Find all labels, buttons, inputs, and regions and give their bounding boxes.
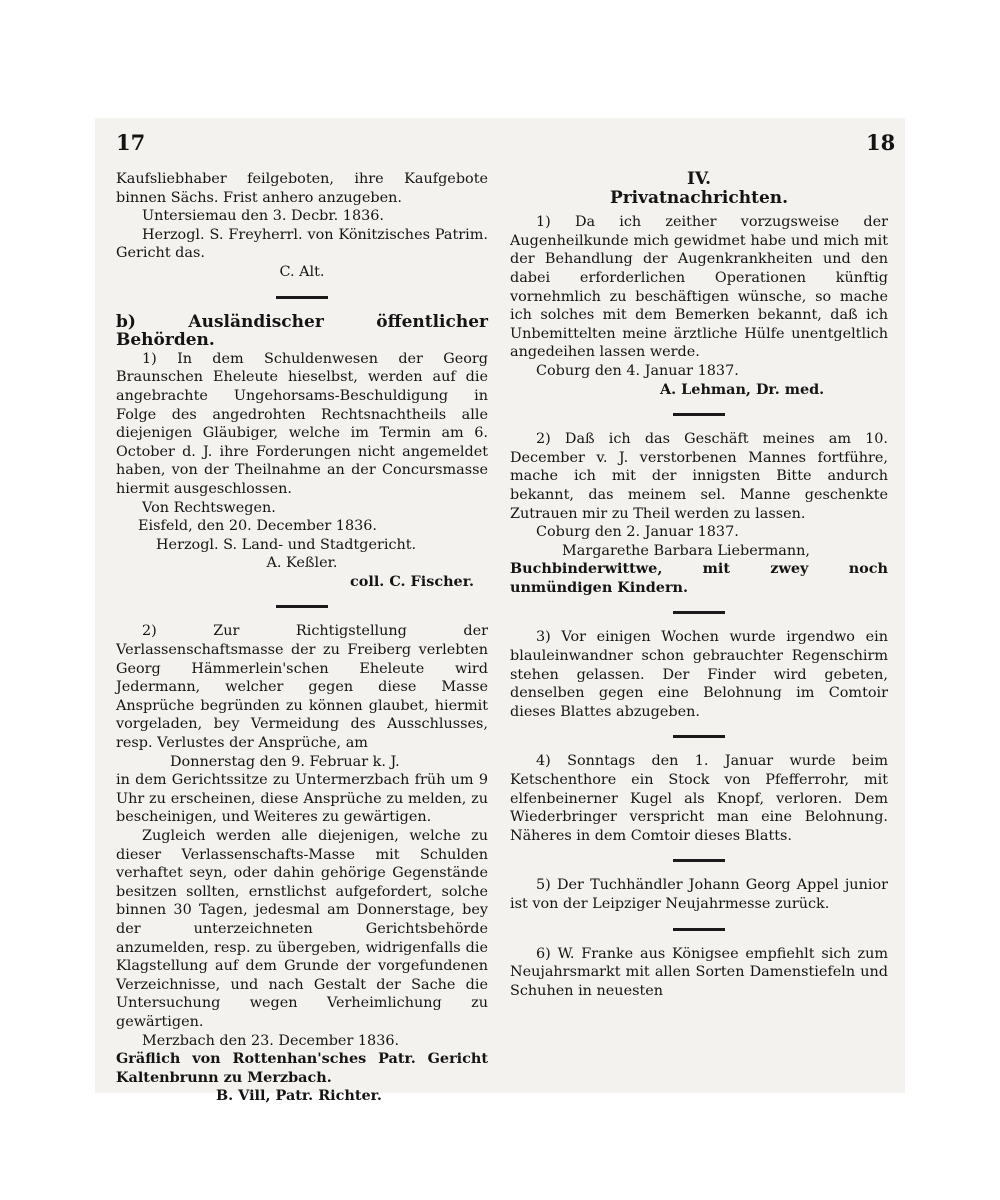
section-number: IV. [686,169,712,189]
notice-1-court: Herzogl. S. Land- und Stadtgericht. [156,536,417,553]
left-signature: C. Alt. [279,263,325,280]
section-heading-b: b) Ausländischer öffentlicher Behörden. [116,311,488,351]
notice-2-text-extra: Zugleich werden alle diejenigen, welche zu dieser Verlassenschafts-Masse mit Schulden verhaftet seyn, oder dahin gehörige Gegenstände besitzen sollten, ernstlichst aufgefordert, solche binnen 30 Tagen, jedesmal am Donnerstage, bey der unterzeichneten Gerichtsbehörde anzumelden, resp. zu übergeben, widrigenfalls die Klagstellung auf dem Grunde der vorgefundenen Verzeichnisse, und nach Gestalt der Sache die Untersuchung wegen Verheimlichung zu gewärtigen. [116,828,488,1030]
separator-rule [673,611,725,614]
separator-rule [673,928,725,931]
private-4-text: 4) Sonntags den 1. Januar wurde beim Ketschenthore ein Stock von Pfefferrohr, mit elfenbeinerner Kugel als Knopf, verloren. Dem Wiederbringer verspricht man eine Belohnung. Näheres in dem Comtoir dieses Blatts. [510,753,888,844]
separator-rule [276,296,328,299]
private-2-signer: Margarethe Barbara Liebermann, [562,542,810,559]
private-2-signer-role: Buchbinderwittwe, mit zwey noch unmündigen Kindern. [510,560,888,596]
separator-rule [673,859,725,862]
notice-1-formula: Von Rechtswegen. [142,499,276,516]
left-page-number: 17 [116,130,146,155]
notice-1-signer: A. Keßler. [266,555,338,572]
left-intro-text: Kaufsliebhaber feilgeboten, ihre Kaufgebote binnen Sächs. Frist anhero anzugeben. [116,171,488,206]
left-column [116,170,488,1106]
private-5-text: 5) Der Tuchhändler Johann Georg Appel junior ist von der Leipziger Neujahrmesse zurück. [510,877,888,912]
notice-1-colleague: coll. C. Fischer. [350,572,474,590]
notice-2-court: Gräflich von Rottenhan'sches Patr. Gericht Kaltenbrunn zu Merzbach. [116,1050,488,1086]
notice-2-place-date: Merzbach den 23. December 1836. [142,1032,400,1049]
notice-2-date: Donnerstag den 9. Februar k. J. [170,753,400,770]
private-2-place-date: Coburg den 2. Januar 1837. [536,524,739,541]
private-1-text: 1) Da ich zeither vorzugsweise der Augenheilkunde mich gewidmet habe und mich mit der Behandlung der Augenkrankheiten und den dabei erforderlichen Operationen künftig vornehmlich zu beschäftigen wünsche, so mache ich solches mit dem Bemerken bekannt, daß ich Unbemittelten meine ärztliche Hülfe unentgeltlich angedeihen lassen werde. [510,214,888,361]
notice-2-judge: B. Vill, Patr. Richter. [216,1087,382,1105]
section-heading-private: Privatnachrichten. [609,187,789,208]
notice-1-text: 1) In dem Schuldenwesen der Georg Braunschen Eheleute hieselbst, werden auf die angebrachte Ungehorsams-Beschuldigung in Folge des angedrohten Rechtsnachtheils alle diejenigen Gläubiger, welche im Termin am 6. October d. J. ihre Forderungen nicht angemeldet haben, von der Theilnahme an der Concursmasse hiermit ausgeschlossen. [116,350,488,497]
private-6-text: 6) W. Franke aus Königsee empfiehlt sich zum Neujahrsmarkt mit allen Sorten Damenstiefeln und Schuhen in neuesten [510,945,888,999]
notice-1-place-date: Eisfeld, den 20. December 1836. [138,518,377,535]
right-page-number: 18 [866,130,896,155]
private-3-text: 3) Vor einigen Wochen wurde irgendwo ein blauleinwandner schon gebrauchter Regenschirm stehen gelassen. Der Finder wird gebeten, denselben gegen eine Belohnung im Comtoir dieses Blattes abzugeben. [510,629,888,720]
right-column [510,170,888,1000]
private-1-signer: A. Lehman, Dr. med. [660,380,825,398]
private-1-place-date: Coburg den 4. Januar 1837. [536,362,739,379]
notice-2-text: 2) Zur Richtigstellung der Verlassenschaftsmasse der zu Freiberg verlebten Georg Hämmerlein'schen Eheleute wird Jedermann, welcher gegen diese Masse Ansprüche begründen zu können glaubet, hiermit vorgeladen, bey Vermeidung des Ausschlusses, resp. Verlustes der Ansprüche, am [116,623,488,752]
left-court-name: Herzogl. S. Freyherrl. von Könitzisches Patrim. Gericht das. [116,226,488,262]
left-place-date: Untersiemau den 3. Decbr. 1836. [142,208,384,225]
private-2-text: 2) Daß ich das Geschäft meines am 10. December v. J. verstorbenen Mannes fortführe, mache ich mit der innigsten Bitte andurch bekannt, das meinem sel. Manne geschenkte Zutrauen mir zu Theil werden zu lassen. [510,431,888,522]
separator-rule [673,413,725,416]
separator-rule [276,605,328,608]
notice-2-text-cont: in dem Gerichtssitze zu Untermerzbach früh um 9 Uhr zu erscheinen, diese Ansprüche zu melden, zu bescheinigen, und Weiteres zu gewärtigen. [116,772,488,826]
separator-rule [673,735,725,738]
